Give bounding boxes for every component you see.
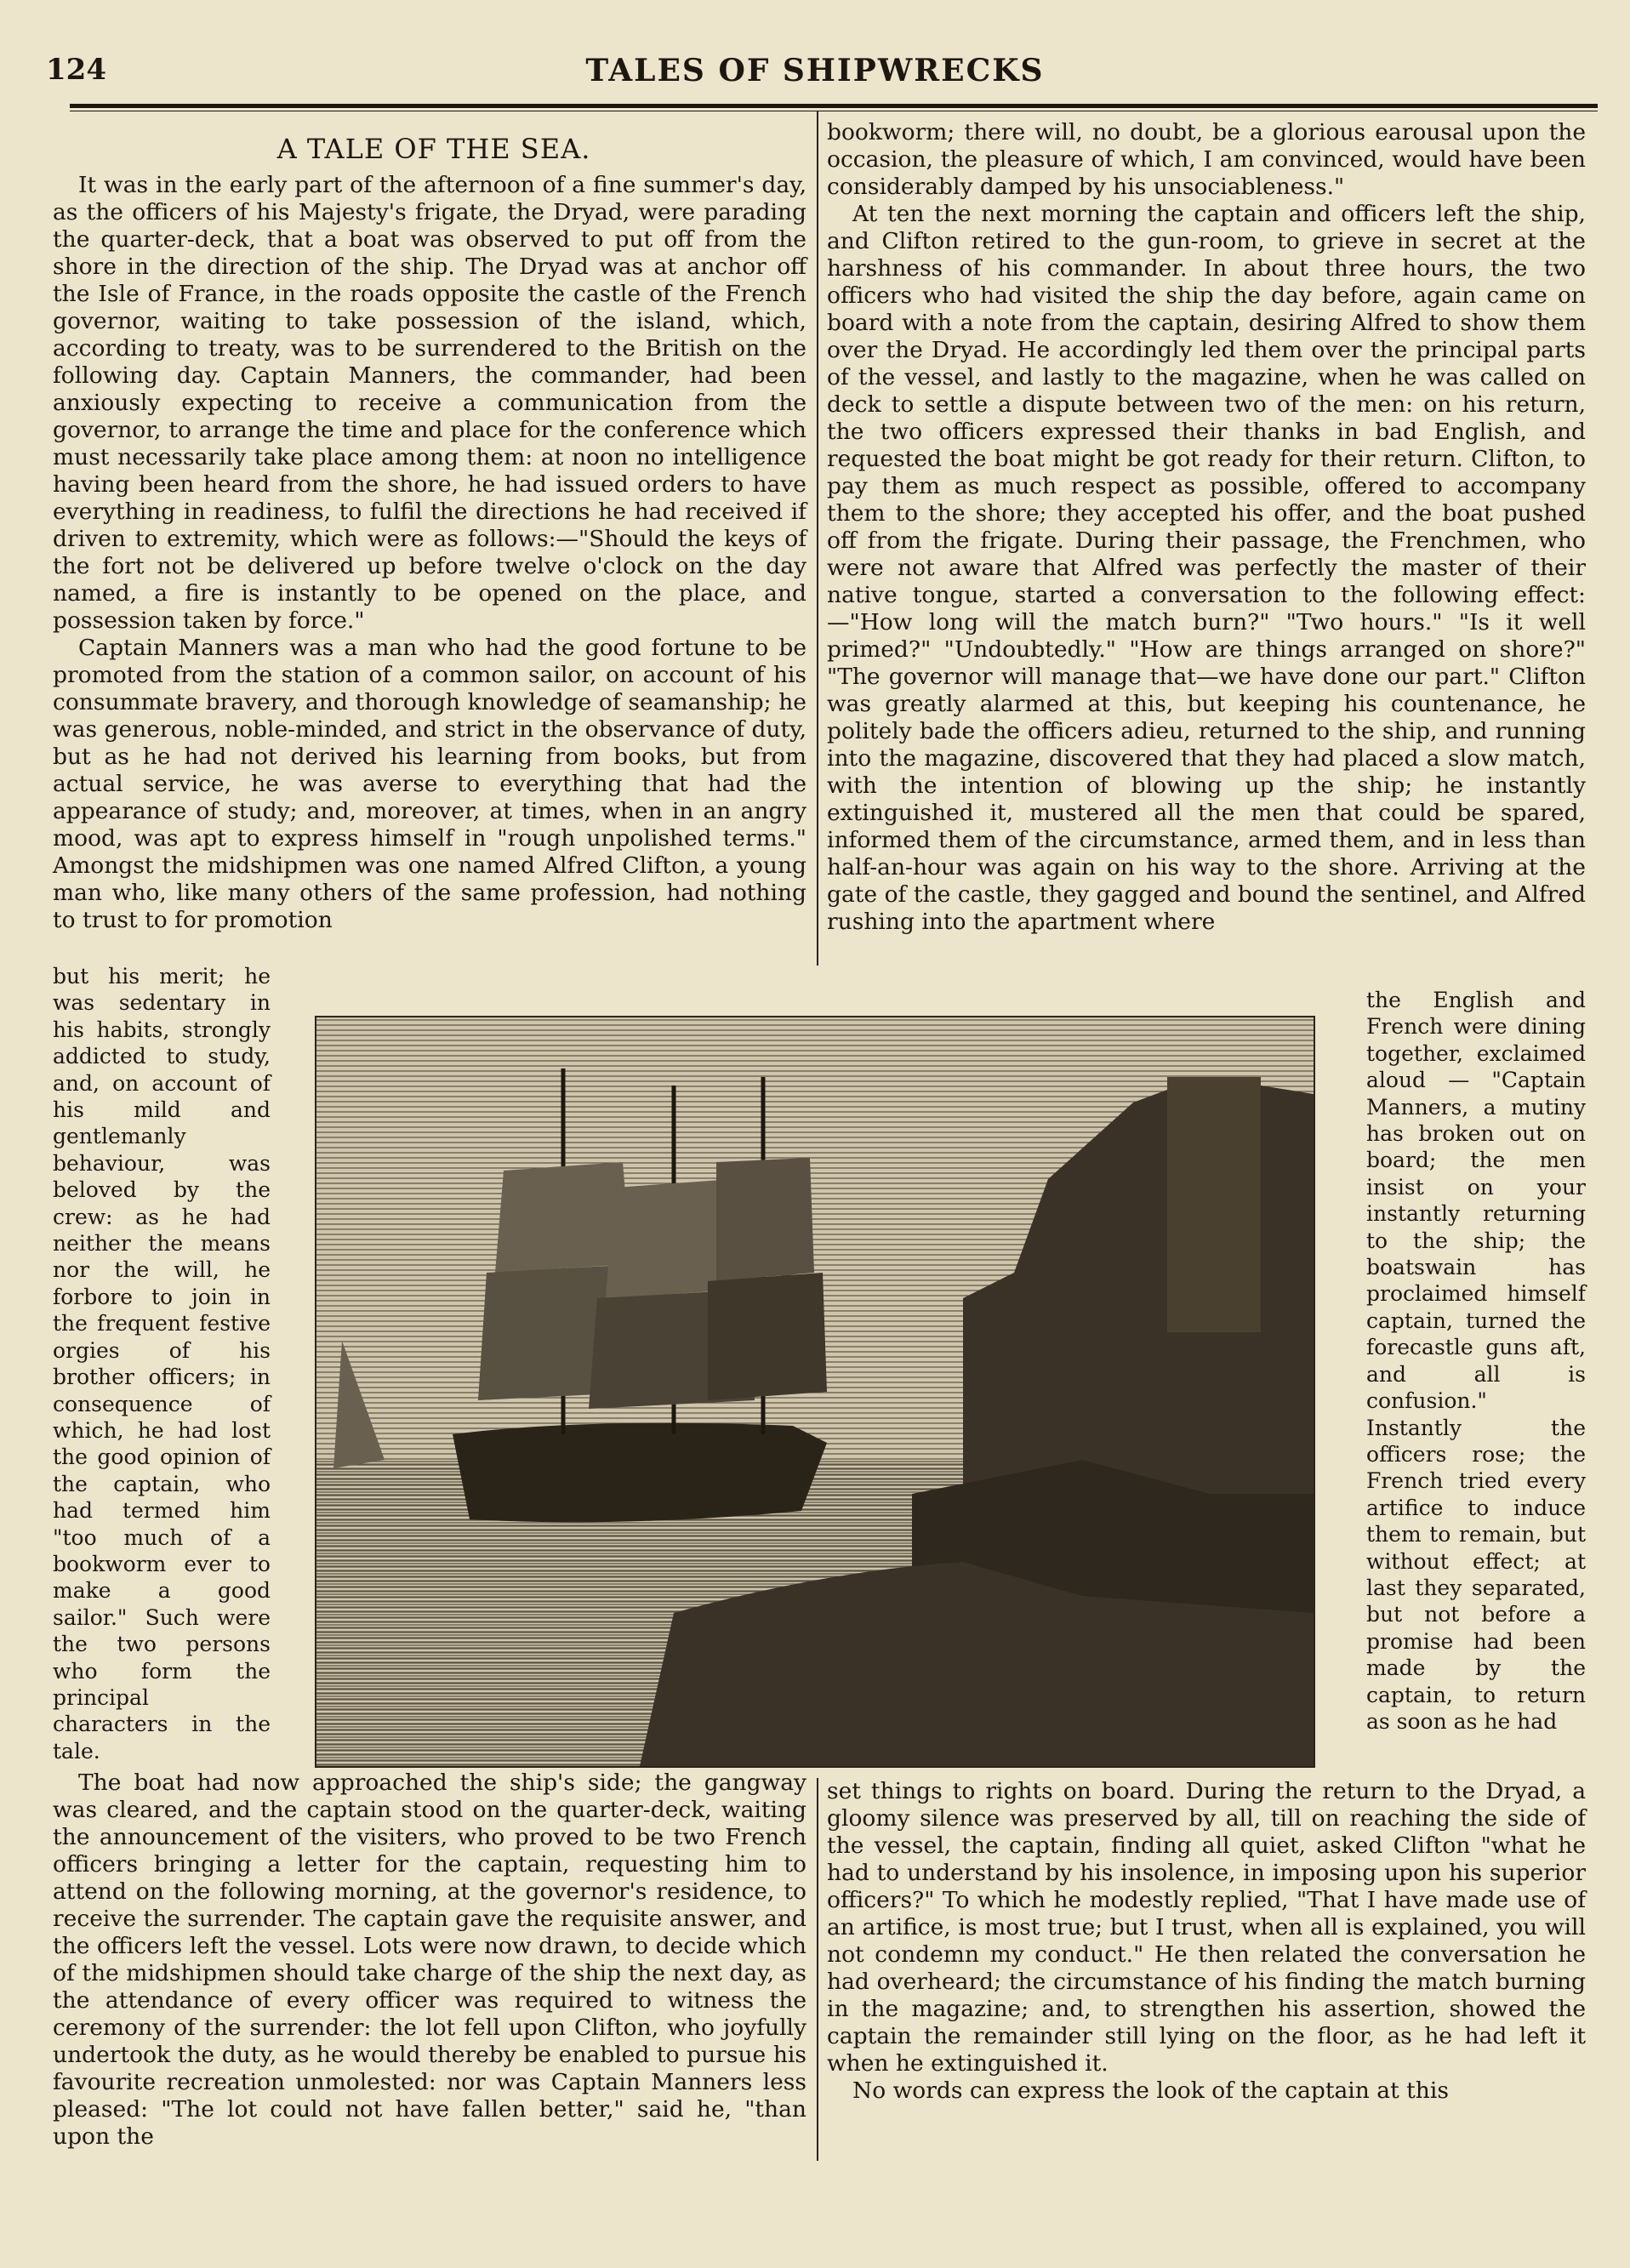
paragraph: but his merit; he was sedentary in his habits, strongly addicted to study, and, on account of his mild and gentlemanly behaviour, was beloved by the crew: as he had neither the means nor the will, he forbore to join in the frequent festive orgies of his brother officers; in consequence of which, he had lost the good opinion of the captain, who had termed him "too much of a bookworm ever to make a good sailor." Such were the two persons who form the principal characters in the tale.	[53, 964, 271, 1764]
paragraph: Captain Manners was a man who had the good fortune to be promoted from the station of a common sailor, on account of his consummate bravery, and thorough knowledge of seamanship; he was generous, noble-minded, and strict in the observance of duty, but as he had not derived his learning from books, but from actual service, he was averse to everything that had the appearance of study; and, moreover, at times, when in an angry mood, was apt to express himself in "rough unpolished terms." Amongst the midshipmen was one named Alfred Clifton, a young man who, like many others of the same profession, had nothing to trust to for promotion	[53, 635, 807, 933]
running-title: TALES OF SHIPWRECKS	[585, 53, 1045, 88]
left-narrow-column	[53, 963, 271, 1764]
header-rule	[70, 104, 1598, 108]
paragraph: The boat had now approached the ship's side; the gangway was cleared, and the captain stood on the quarter-deck, waiting the announcement of the visiters, who proved to be two French officers bringing a letter for the captain, requesting him to attend on the following morning, at the governor's residence, to receive the surrender. The captain gave the requisite answer, and the officers left the vessel. Lots were now drawn, to decide which of the midshipmen should take charge of the ship the next day, as the attendance of every officer was required to witness the ceremony of the surrender: the lot fell upon Clifton, who joyfully undertook the duty, as he would thereby be enabled to pursue his favourite recreation unmolested: nor was Captain Manners less pleased: "The lot could not have fallen better," said he, "than upon the	[53, 1769, 806, 2150]
page-number: 124	[46, 53, 106, 87]
right-column-top	[827, 119, 1586, 936]
paragraph: bookworm; there will, no doubt, be a glorious earousal upon the occasion, the pleasure of which, I am convinced, would have been considerably damped by his unsociableness."	[827, 119, 1586, 200]
paragraph: the English and French were dining together, exclaimed aloud — "Captain Manners, a mutiny has broken out on board; the men insist on your instantly returning to the ship; the boatswain has proclaimed himself captain, turned the forecastle guns aft, and all is confusion." Instantly the officers rose; the French tried every artifice to induce them to remain, but without effect; at last they separated, but not before a promise had been made by the captain, to return as soon as he had	[1366, 988, 1586, 1734]
paragraph: It was in the early part of the afternoon of a fine summer's day, as the officers of his Majesty's frigate, the Dryad, were parading the quarter-deck, that a boat was observed to put off from the shore in the direction of the ship. The Dryad was at anchor off the Isle of France, in the roads opposite the castle of the French governor, waiting to take possession of the island, which, according to treaty, was to be surrendered to the British on the following day. Captain Manners, the commander, had been anxiously expecting to receive a communication from the governor, to arrange the time and place for the conference which must necessarily take place among them: at noon no intelligence having been heard from the shore, he had issued orders to have everything in readiness, to fulfil the directions he had received if driven to extremity, which were as follows:—"Should the keys of the fort not be delivered up before twelve o'clock on the day named, a fire is instantly to be opened on the place, and possession taken by force."	[53, 172, 806, 634]
paragraph: At ten the next morning the captain and officers left the ship, and Clifton retired to the gun-room, to grieve in secret at the harshness of his commander. In about three hours, the two officers who had visited the ship the day before, again came on board with a note from the captain, desiring Alfred to show them over the Dryad. He accordingly led them over the principal parts of the vessel, and lastly to the magazine, when he was called on deck to settle a dispute between two of the men: on his return, the two officers expressed their thanks in bad English, and requested the boat might be got ready for their return. Clifton, to pay them as much respect as possible, offered to accompany them to the shore; they accepted his offer, and the boat pushed off from the frigate. During their passage, the Frenchmen, who were not aware that Alfred was perfectly the master of their native tongue, started a conversation to the following effect:—"How long will the match burn?" "Two hours." "Is it well primed?" "Undoubtedly." "How are things arranged on shore?" "The governor will manage that—we have done our part." Clifton was greatly alarmed at this, but keeping his countenance, he politely bade the officers adieu, returned to the ship, and running into the magazine, discovered that they had placed a slow match, with the intention of blowing up the ship; he instantly extinguished it, mustered all the men that could be spared, informed them of the circumstance, armed them, and in less than half-an-hour was again on his way to the shore. Arriving at the gate of the castle, they gagged and bound the sentinel, and Alfred rushing into the apartment where	[827, 201, 1586, 935]
column-divider-bottom	[817, 1778, 818, 2161]
left-column-top	[53, 172, 806, 934]
right-column-bottom	[827, 1778, 1586, 2105]
paragraph: No words can express the look of the captain at this	[852, 2077, 1449, 2104]
paragraph: set things to rights on board. During the return to the Dryad, a gloomy silence was preserved by all, till on reaching the side of the vessel, the captain, finding all quiet, asked Clifton "what he had to understand by his insolence, in imposing upon his superior officers?" To which he modestly replied, "That I have made use of an artifice, is most true; but I trust, when all is explained, you will not condemn my conduct." He then related the conversation he had overheard; the circumstance of his finding the match burning in the magazine; and, to strengthen his assertion, showed the captain the remainder still lying on the floor, as he had left it when he extinguished it.	[827, 1778, 1586, 2077]
right-narrow-column	[1366, 987, 1586, 1735]
left-column-bottom	[53, 1769, 806, 2151]
article-title: A TALE OF THE SEA.	[276, 133, 591, 165]
ship-engraving-illustration	[315, 1016, 1315, 1768]
column-divider-top	[817, 111, 818, 966]
engraving-art	[316, 1017, 1314, 1766]
